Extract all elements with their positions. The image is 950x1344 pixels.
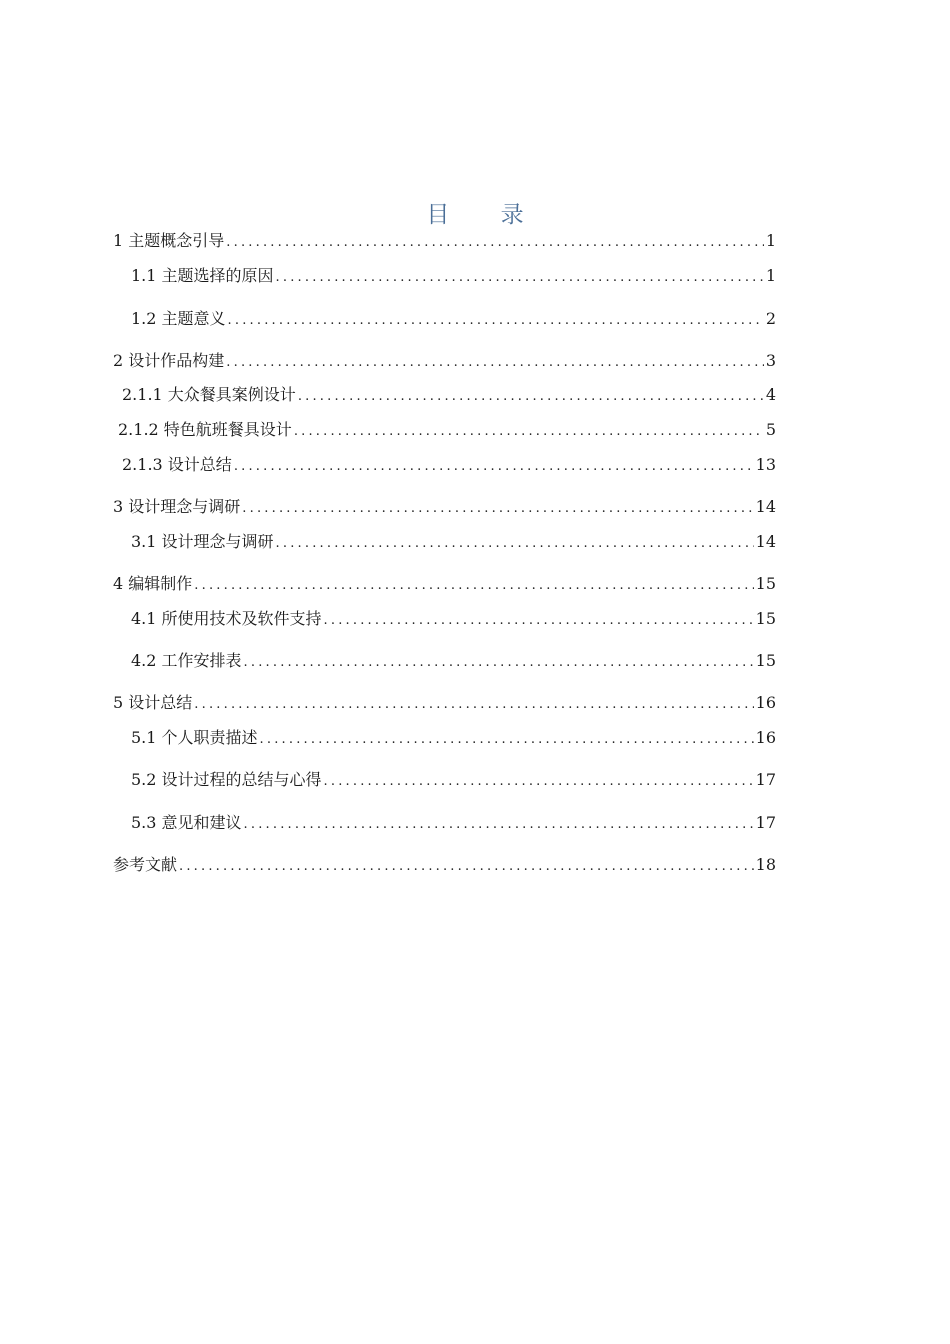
toc-entry-label: 参考文献	[113, 855, 178, 874]
toc-entry[interactable]	[118, 419, 776, 441]
toc-entry[interactable]	[113, 350, 776, 372]
toc-dot-leader	[276, 533, 754, 553]
toc-dot-leader	[244, 652, 754, 672]
toc-dot-leader	[179, 856, 754, 876]
toc-entry[interactable]	[131, 727, 776, 749]
toc-title: 目 录	[426, 202, 546, 228]
toc-entry-page: 17	[755, 770, 776, 789]
toc-entry[interactable]	[131, 265, 776, 287]
toc-dot-leader	[294, 421, 764, 441]
toc-entry-page: 13	[755, 455, 776, 474]
toc-entry-page: 16	[755, 693, 776, 712]
toc-entry-label: 5.1 个人职责描述	[131, 728, 258, 747]
toc-dot-leader	[226, 352, 764, 372]
toc-entry[interactable]	[131, 531, 776, 553]
toc-entry-label: 5.3 意见和建议	[131, 813, 242, 832]
toc-entry-page: 2	[765, 309, 776, 328]
toc-entry-label: 1.2 主题意义	[131, 309, 226, 328]
toc-dot-leader	[228, 310, 764, 330]
toc-entry-page: 18	[755, 855, 776, 874]
toc-entry-label: 2.1.3 设计总结	[122, 455, 232, 474]
toc-entry-label: 4 编辑制作	[113, 574, 193, 593]
toc-dot-leader	[194, 575, 753, 595]
toc-entry-label: 2.1.2 特色航班餐具设计	[118, 420, 292, 439]
toc-entry-page: 15	[755, 651, 776, 670]
toc-dot-leader	[260, 729, 754, 749]
toc-entry-label: 3.1 设计理念与调研	[131, 532, 274, 551]
toc-entry-label: 4.2 工作安排表	[131, 651, 242, 670]
toc-entry-page: 1	[765, 231, 776, 250]
toc-entry[interactable]	[131, 769, 776, 791]
toc-dot-leader	[298, 386, 764, 406]
toc-entry[interactable]	[131, 608, 776, 630]
toc-entry[interactable]	[131, 812, 776, 834]
toc-entry[interactable]	[113, 496, 776, 518]
toc-dot-leader	[194, 694, 753, 714]
toc-dot-leader	[234, 456, 754, 476]
toc-entry-page: 16	[755, 728, 776, 747]
toc-entry-label: 3 设计理念与调研	[113, 497, 241, 516]
toc-entry-page: 14	[755, 497, 776, 516]
toc-entry[interactable]	[113, 230, 776, 252]
toc-entry[interactable]	[113, 692, 776, 714]
toc-entry[interactable]	[113, 854, 776, 876]
toc-entry-label: 5 设计总结	[113, 693, 193, 712]
toc-entry-label: 2.1.1 大众餐具案例设计	[122, 385, 296, 404]
toc-entry[interactable]	[122, 454, 776, 476]
toc-entry-page: 4	[765, 385, 776, 404]
toc-dot-leader	[276, 267, 764, 287]
toc-entry[interactable]	[122, 384, 776, 406]
toc-dot-leader	[324, 771, 754, 791]
toc-entry-page: 5	[765, 420, 776, 439]
toc-entry-label: 5.2 设计过程的总结与心得	[131, 770, 322, 789]
toc-entry-page: 14	[755, 532, 776, 551]
toc-entry-page: 3	[765, 351, 776, 370]
toc-entry-page: 17	[755, 813, 776, 832]
toc-dot-leader	[324, 610, 754, 630]
toc-dot-leader	[244, 814, 754, 834]
toc-entry-label: 1 主题概念引导	[113, 231, 225, 250]
toc-entry-page: 1	[765, 266, 776, 285]
toc-entry-label: 2 设计作品构建	[113, 351, 225, 370]
toc-dot-leader	[242, 498, 753, 518]
toc-entry[interactable]	[131, 650, 776, 672]
toc-entry-page: 15	[755, 609, 776, 628]
toc-entry[interactable]	[131, 308, 776, 330]
toc-entry-page: 15	[755, 574, 776, 593]
toc-dot-leader	[226, 232, 764, 252]
toc-entry-label: 4.1 所使用技术及软件支持	[131, 609, 322, 628]
toc-entry-label: 1.1 主题选择的原因	[131, 266, 274, 285]
toc-entry[interactable]	[113, 573, 776, 595]
